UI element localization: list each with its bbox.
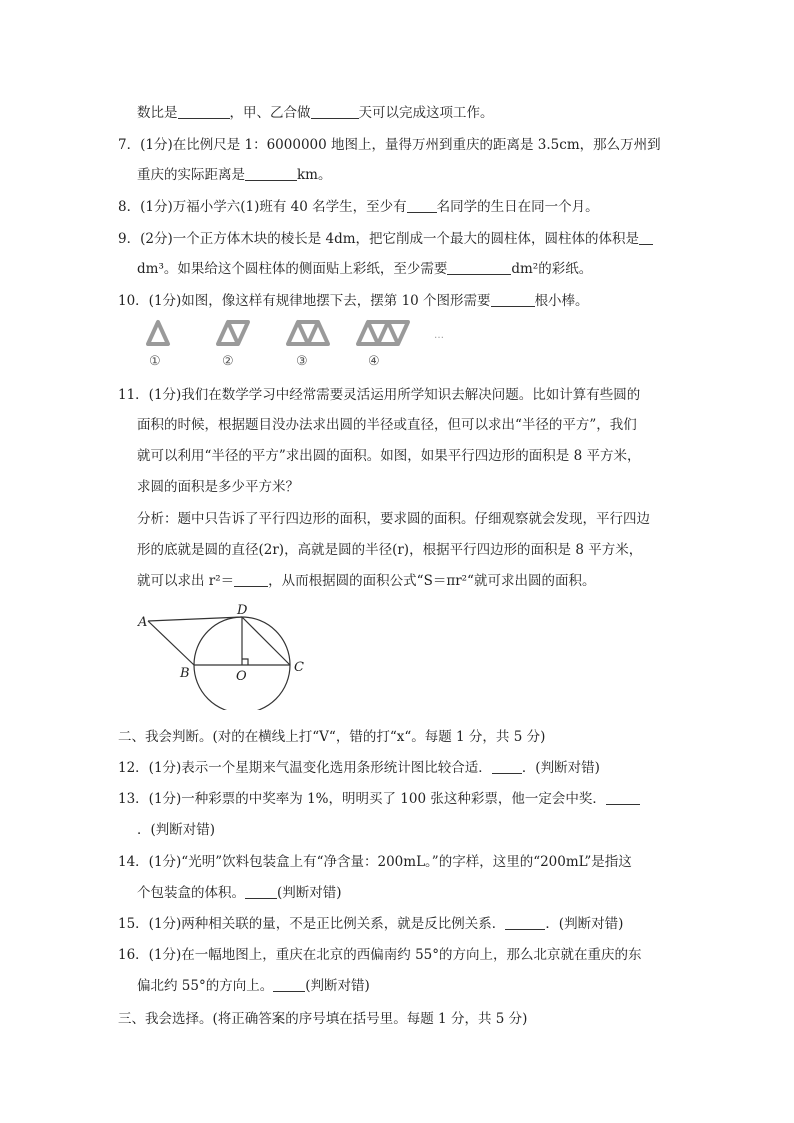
q15-blank[interactable] [505,915,545,930]
q9-line-2 [137,260,592,278]
section-2-title: 二、我会判断。(对的在横线上打“V“，错的打“x“。每题 1 分，共 5 分) [118,729,546,745]
label-C: C [294,660,304,675]
fig-label-4: ④ [368,354,380,369]
label-D: D [237,603,248,618]
q15-text-b: ．(判断对错) [545,916,624,932]
q11-line-2: 面积的时候，根据题目没办法求出圆的半径或直径，但可以求出“半径的平方”，我们 [137,417,637,433]
q16-text-c: (判断对错) [305,978,370,994]
q14-text-c: (判断对错) [277,885,342,901]
q11-analysis-2: 形的底就是圆的直径(2r)，高就是圆的半径(r)，根据平行四边形的面积是 8 平方米， [137,542,643,558]
q13-text-a: 13．(1分)一种彩票的中奖率为 1%，明明买了 100 张这种彩票，他一定会中奖． [118,791,606,807]
q10-text-b: 根小棒。 [534,293,589,309]
q11-text-b: ，从而根据圆的面积公式“S＝πr²“就可求出圆的面积。 [268,573,596,589]
q13-blank[interactable] [606,790,640,805]
side-DC [242,617,290,665]
q10-blank[interactable] [491,292,535,307]
fig-label-1: ① [149,354,161,369]
q15-line [118,915,623,933]
label-O: O [236,669,247,684]
q14-blank[interactable] [245,884,277,899]
label-A: A [138,615,148,630]
q7-text-c: km。 [297,167,332,183]
q9-blank-1[interactable] [639,230,653,245]
q11-analysis-3 [137,572,595,590]
q8-line [118,198,599,216]
q6-blank-1[interactable] [178,104,230,119]
q16-text-b: 偏北约 55°的方向上。 [137,978,274,994]
q7-line-1: 7．(1分)在比例尺是 1：6000000 地图上，量得万州到重庆的距离是 3.5cm，那么万州到 [118,137,661,153]
q13-line-2: ．(判断对错) [137,822,216,838]
q7-blank[interactable] [245,166,297,181]
q11-blank[interactable] [234,572,268,587]
fig-label-2: ② [222,354,234,369]
fig-label-3: ③ [296,354,308,369]
fig-ellipsis: … [434,330,444,341]
q7-text-b: 重庆的实际距离是 [137,167,245,183]
fig1-triangles [148,322,168,344]
side-AB [148,621,194,665]
q6-text-a: 数比是 [137,105,178,121]
q8-text-a: 8．(1分)万福小学六(1)班有 40 名学生，至少有 [118,199,407,215]
q11-analysis-1: 分析：题中只告诉了平行四边形的面积，要求圆的面积。仔细观察就会发现，平行四边 [137,511,650,527]
q8-text-b: 名同学的生日在同一个月。 [436,199,599,215]
q14-line-2 [137,884,342,902]
q11-line-1: 11．(1分)我们在数学学习中经常需要灵活运用所学知识去解决问题。比如计算有些圆的 [118,387,641,403]
q9-line-1 [118,230,653,248]
fig3-triangles [288,322,328,344]
q16-line-1: 16．(1分)在一幅地图上，重庆在北京的西偏南约 55°的方向上，那么北京就在重庆的东 [118,947,642,963]
q11-line-3: 就可以利用“半径的平方”求出圆的面积。如图，如果平行四边形的面积是 8 平方米， [137,448,641,464]
q14-text-b: 个包装盒的体积。 [137,885,245,901]
q7-line-2 [137,166,331,184]
q14-line-1: 14．(1分)“光明”饮料包装盒上有“净含量：200mL。”的字样，这里的“200mL”是指这 [118,854,632,870]
q9-text-c: dm²的彩纸。 [511,261,593,277]
q9-blank-2[interactable] [447,260,511,275]
q6-text-c: 天可以完成这项工作。 [358,105,494,121]
q6-blank-2[interactable] [311,104,359,119]
q10-triangle-figure [138,318,458,374]
right-angle-mark [242,659,248,665]
q11-line-4: 求圆的面积是多少平方米？ [137,479,299,495]
q6-text-b: ，甲、乙合做 [229,105,311,121]
q16-line-2 [137,977,370,995]
q6-continuation [137,104,494,122]
q8-blank[interactable] [407,198,437,213]
q12-text-a: 12．(1分)表示一个星期来气温变化选用条形统计图比较合适． [118,760,492,776]
label-B: B [180,666,190,681]
q9-text-b: dm³。如果给这个圆柱体的侧面贴上彩纸，至少需要 [137,261,448,277]
q11-text-a: 就可以求出 r²＝ [137,573,235,589]
q10-line [118,292,589,310]
q15-text-a: 15．(1分)两种相关联的量，不是正比例关系，就是反比例关系． [118,916,506,932]
q12-text-b: ．(判断对错) [521,760,600,776]
q9-text-a: 9．(2分)一个正方体木块的棱长是 4dm，把它削成一个最大的圆柱体，圆柱体的体积是 [118,231,640,247]
fig2-triangles [218,322,248,344]
q12-line [118,759,600,777]
section-3-title: 三、我会选择。(将正确答案的序号填在括号里。每题 1 分，共 5 分) [118,1011,528,1027]
q11-geometry-figure [130,600,310,710]
fig4-triangles [358,322,408,344]
q16-blank[interactable] [273,977,305,992]
q10-text-a: 10．(1分)如图，像这样有规律地摆下去，摆第 10 个图形需要 [118,293,491,309]
q13-line-1 [118,790,640,808]
q12-blank[interactable] [492,759,522,774]
